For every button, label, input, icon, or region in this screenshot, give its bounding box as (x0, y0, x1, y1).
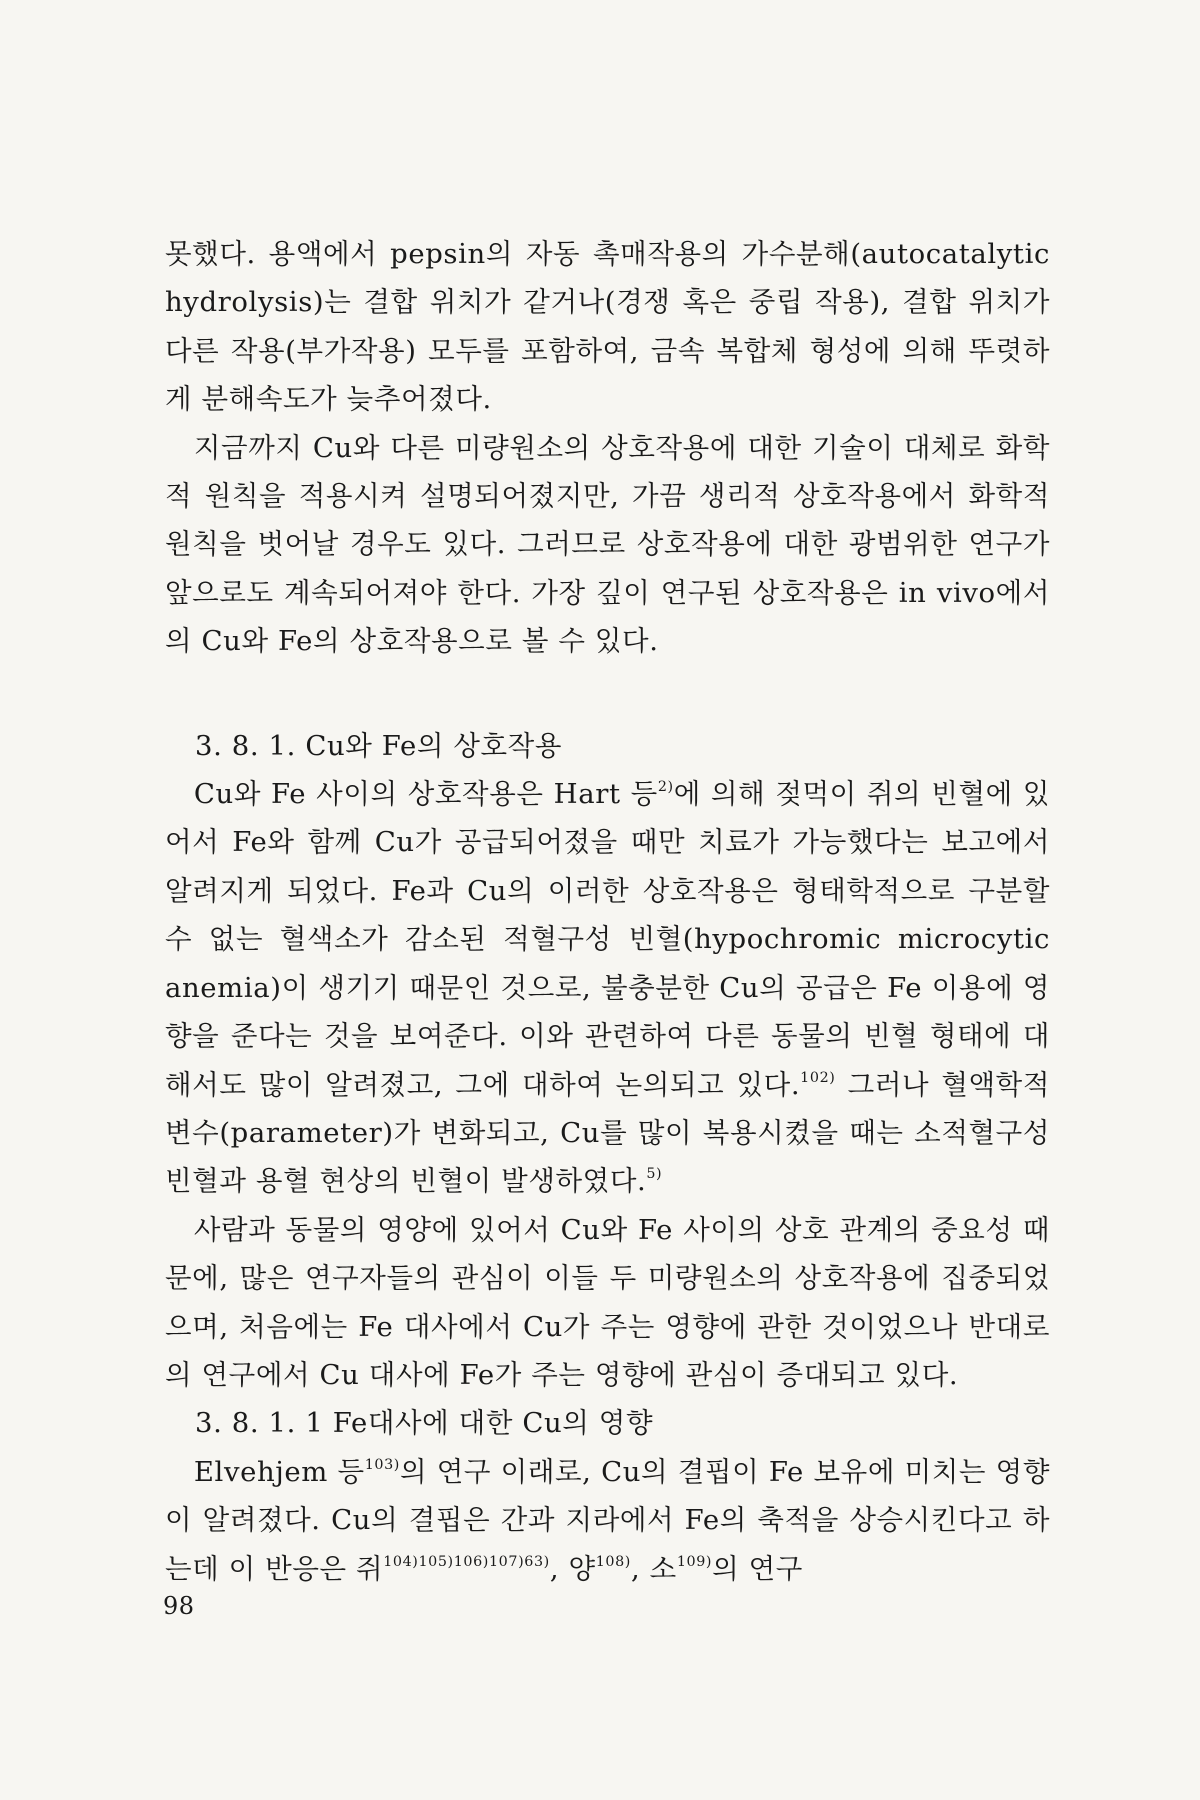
citation-ref: 109) (676, 1553, 713, 1570)
citation-ref: 102) (800, 1069, 836, 1086)
page-number: 98 (163, 1592, 195, 1620)
text-span: , 양 (549, 1552, 596, 1585)
paragraph-interactions-overview: 지금까지 Cu와 다른 미량원소의 상호작용에 대한 기술이 대체로 화학적 원칙을 적용시켜 설명되어졌지만, 가끔 생리적 상호작용에서 화학적 원칙을 벗어날 경우도 있다. 그러므로 상호작용에 대한 광범위한 연구가 앞으로도 계속되어져야 한다. 가장 깊이 연구된 상호작용은 in vivo에서의 Cu와 Fe의 상호작용으로 볼 수 있다. (165, 431, 1050, 658)
text-span: 그러나 혈액학적 변수(parameter)가 변화되고, Cu를 많이 복용시켰을 때는 소적혈구성 빈혈과 용혈 현상의 빈혈이 발생하였다. (165, 1068, 1051, 1198)
paragraph-cu-effect-on-fe (165, 1448, 1050, 1593)
citation-ref: 2) (657, 778, 674, 795)
section-heading-3-8-1-1: 3. 8. 1. 1 Fe대사에 대한 Cu의 영향 (195, 1407, 654, 1440)
text-span: , 소 (630, 1552, 677, 1585)
citation-ref: 103) (364, 1456, 400, 1473)
section-heading-3-8-1: 3. 8. 1. Cu와 Fe의 상호작용 (195, 729, 563, 762)
paragraph-continuation: 못했다. 용액에서 pepsin의 자동 촉매작용의 가수분해(autocatalytic hydrolysis)는 결합 위치가 같거나(경쟁 혹은 중립 작용), 결합 위치가 다른 작용(부가작용) 모두를 포함하여, 금속 복합체 형성에 의해 뚜렷하게 분해속도가 늦추어졌다. (165, 238, 1050, 416)
section-gap (165, 666, 1050, 722)
text-span: 의 연구 (712, 1552, 803, 1585)
text-span: Cu와 Fe 사이의 상호작용은 Hart 등 (193, 778, 658, 811)
citation-ref: 104)105)106)107)63) (383, 1553, 550, 1570)
text-span: Elvehjem 등 (193, 1455, 365, 1488)
text-span: 에 의해 젖먹이 쥐의 빈혈에 있어서 Fe와 함께 Cu가 공급되어졌을 때만 치료가 가능했다는 보고에서 알려지게 되었다. Fe과 Cu의 이러한 상호작용은 형태학적으로 구분할 수 없는 혈색소가 감소된 적혈구성 빈혈(hypochromic microcytic anemia)이 생기기 때문인 것으로, 불충분한 Cu의 공급은 Fe 이용에 영향을 준다는 것을 보여준다. 이와 관련하여 다른 동물의 빈혈 형태에 대해서도 많이 알려졌고, 그에 대하여 논의되고 있다. (165, 778, 1050, 1101)
paragraph-cu-fe-anemia (165, 770, 1050, 1206)
citation-ref: 5) (646, 1166, 663, 1183)
citation-ref: 108) (595, 1553, 631, 1570)
body-text (165, 230, 1050, 1593)
text-span: 의 연구 이래로, Cu의 결핍이 Fe 보유에 미치는 영향이 알려졌다. Cu의 결핍은 간과 지라에서 Fe의 축적을 상승시킨다고 하는데 이 반응은 쥐 (165, 1455, 1051, 1585)
paragraph-research-interest: 사람과 동물의 영양에 있어서 Cu와 Fe 사이의 상호 관계의 중요성 때문에, 많은 연구자들의 관심이 이들 두 미량원소의 상호작용에 집중되었으며, 처음에는 Fe 대사에서 Cu가 주는 영향에 관한 것이었으나 반대로의 연구에서 Cu 대사에 Fe가 주는 영향에 관심이 증대되고 있다. (165, 1213, 1050, 1391)
